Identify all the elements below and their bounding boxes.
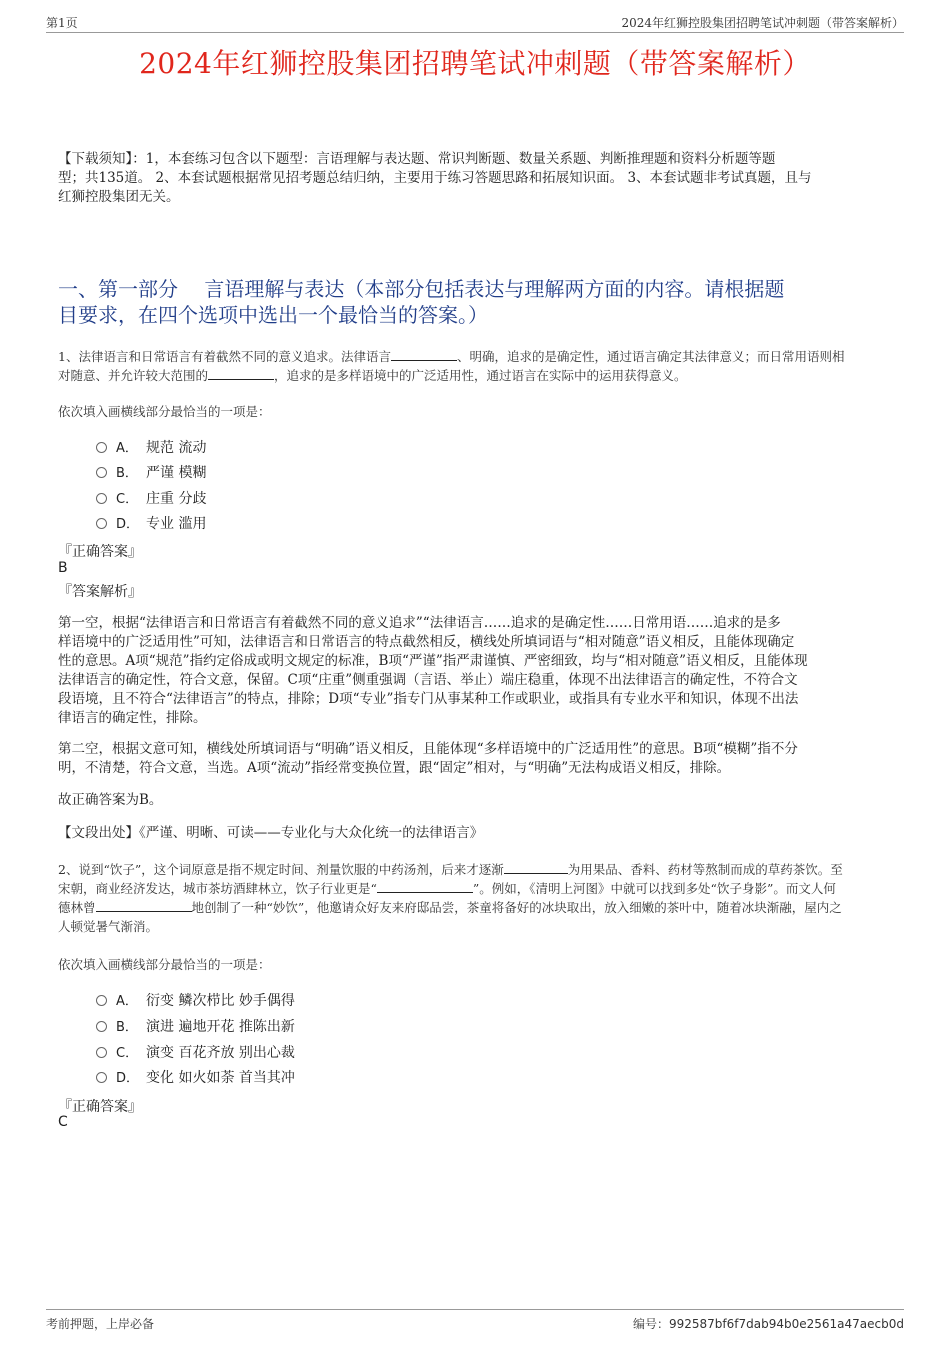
option-text: 衍变 鳞次栉比 妙手偶得: [146, 993, 295, 1009]
q2-stem-text: 德林曾: [58, 900, 96, 915]
q1-answer: B: [58, 560, 68, 576]
download-notice: [58, 150, 898, 207]
explanation-line: 明，不清楚，符合文意，当选。A项“流动”指经常变换位置，跟“固定”相对，与“明确”无法构成语义相反，排除。: [58, 760, 731, 776]
q1-option-d[interactable]: [96, 513, 206, 533]
page-footer: [46, 1309, 904, 1330]
radio-icon[interactable]: [96, 1047, 107, 1058]
explanation-line: 性的意思。A项“规范”指约定俗成或明文规定的标准，B项“严谨”指严肃谨慎、严密细致，均与“相对随意”语义相反，且能体现: [58, 653, 808, 669]
header-doc-title: 2024年红狮控股集团招聘笔试冲刺题（带答案解析）: [621, 16, 904, 30]
q2-option-d[interactable]: [96, 1067, 295, 1087]
footer-slogan: 考前押题，上岸必备: [46, 1317, 155, 1331]
q2-option-b[interactable]: [96, 1016, 295, 1036]
q1-stem: [58, 347, 898, 385]
notice-line: 型；共135道。 2、本套试题根据常见招考题总结归纳，主要用于练习答题思路和拓展知识面。 3、本套试题非考试真题，且与: [58, 170, 812, 186]
option-text: 演进 遍地开花 推陈出新: [146, 1019, 295, 1035]
explanation-line: 律语言的确定性，排除。: [58, 710, 207, 726]
radio-icon[interactable]: [96, 1072, 107, 1083]
option-letter: A．: [116, 441, 138, 456]
q1-conclusion: 故正确答案为B。: [58, 792, 163, 808]
blank: [504, 861, 568, 874]
q1-option-c[interactable]: [96, 488, 206, 508]
q1-explanation-1: [58, 614, 896, 728]
q2-stem-text: 宋朝，商业经济发达，城市茶坊酒肆林立，饮子行业更是“: [58, 881, 377, 896]
document-title: 2024年红狮控股集团招聘笔试冲刺题（带答案解析）: [139, 47, 811, 80]
q1-stem-text: ，追求的是多样语境中的广泛适用性，通过语言在实际中的运用获得意义。: [274, 368, 687, 383]
radio-icon[interactable]: [96, 467, 107, 478]
section-heading-line: 目要求，在四个选项中选出一个最恰当的答案。）: [58, 303, 488, 327]
q2-stem-text: 地创制了一种“妙饮”，他邀请众好友来府邸品尝，茶童将备好的冰块取出，放入细嫩的茶叶中，随着冰块渐融，屋内之: [191, 900, 842, 915]
q2-answer: C: [58, 1114, 68, 1130]
option-letter: D．: [116, 517, 140, 532]
q2-stem-text: ”。例如，《清明上河图》中就可以找到多处“饮子身影”。而文人何: [472, 881, 836, 896]
q1-answer-label: 『正确答案』: [58, 544, 142, 560]
option-letter: B．: [116, 1020, 138, 1035]
option-letter: B．: [116, 466, 138, 481]
notice-line: 【下载须知】：1，本套练习包含以下题型：言语理解与表达题、常识判断题、数量关系题、判断推理题和资料分析题等题: [58, 151, 776, 167]
option-letter: A．: [116, 994, 138, 1009]
radio-icon[interactable]: [96, 442, 107, 453]
q1-stem-text: 、明确，追求的是确定性，通过语言确定其法律意义；而日常用语则相: [456, 349, 845, 364]
blank: [96, 899, 192, 912]
option-text: 规范 流动: [146, 440, 207, 456]
radio-icon[interactable]: [96, 995, 107, 1006]
option-text: 变化 如火如荼 首当其冲: [146, 1070, 295, 1086]
q1-option-a[interactable]: [96, 437, 206, 457]
q2-stem-text: 2、说到“饮子”，这个词原意是指不规定时间、剂量饮服的中药汤剂，后来才逐渐: [58, 862, 504, 877]
code-value: 992587bf6f7dab94b0e2561a47aecb0d: [668, 1317, 904, 1331]
page-number: 第1页: [46, 16, 78, 30]
option-letter: C．: [116, 492, 139, 507]
option-letter: D．: [116, 1071, 140, 1086]
page-header: [46, 14, 904, 33]
footer-code: [633, 1315, 904, 1332]
explanation-line: 第二空，根据文意可知，横线处所填词语与“明确”语义相反，且能体现“多样语境中的广泛适用性”的意思。B项“模糊”指不分: [58, 741, 798, 757]
q2-stem-text: 为用果品、香料、药材等熬制而成的草药茶饮。至: [567, 862, 843, 877]
explanation-line: 法律语言的确定性，符合文意，保留。C项“庄重”侧重强调（言语、举止）端庄稳重，体现不出法律语言的确定性，不符合文: [58, 672, 798, 688]
option-text: 演变 百花齐放 别出心裁: [146, 1045, 295, 1061]
q2-option-c[interactable]: [96, 1042, 295, 1062]
option-text: 严谨 模糊: [146, 465, 207, 481]
q1-stem-text: 1、法律语言和日常语言有着截然不同的意义追求。法律语言: [58, 349, 391, 364]
explanation-line: 样语境中的广泛适用性”可知，法律语言和日常语言的特点截然相反，横线处所填词语与“相对随意”语义相反，且能体现确定: [58, 634, 795, 650]
explanation-line: 第一空，根据“法律语言和日常语言有着截然不同的意义追求”“法律语言……追求的是确定性……日常用语……追求的是多: [58, 615, 781, 631]
section-heading: [58, 276, 898, 328]
q1-source: 【文段出处】《严谨、明晰、可读——专业化与大众化统一的法律语言》: [58, 825, 484, 841]
q1-analysis-label: 『答案解析』: [58, 584, 142, 600]
blank: [377, 880, 473, 893]
explanation-line: 段语境，且不符合“法律语言”的特点，排除；D项“专业”指专门从事某种工作或职业，或指具有专业水平和知识，体现不出法: [58, 691, 799, 707]
q1-stem-text: 对随意、并允许较大范围的: [58, 368, 209, 383]
q1-hint: 依次填入画横线部分最恰当的一项是：: [58, 404, 271, 419]
q2-stem: [58, 860, 898, 936]
q2-hint: 依次填入画横线部分最恰当的一项是：: [58, 957, 271, 972]
radio-icon[interactable]: [96, 1021, 107, 1032]
option-text: 庄重 分歧: [146, 491, 207, 507]
option-text: 专业 滥用: [146, 516, 207, 532]
code-label: 编号：: [632, 1317, 669, 1331]
notice-line: 红狮控股集团无关。: [58, 189, 180, 205]
blank: [208, 367, 274, 380]
option-letter: C．: [116, 1046, 139, 1061]
blank: [391, 348, 457, 361]
radio-icon[interactable]: [96, 493, 107, 504]
q2-stem-text: 人顿觉暑气渐消。: [58, 919, 159, 934]
section-heading-line: 一、第一部分 言语理解与表达（本部分包括表达与理解两方面的内容。请根据题: [58, 277, 785, 301]
radio-icon[interactable]: [96, 518, 107, 529]
q2-option-a[interactable]: [96, 990, 295, 1010]
q1-option-b[interactable]: [96, 462, 206, 482]
q2-answer-label: 『正确答案』: [58, 1099, 142, 1115]
q1-explanation-2: [58, 740, 896, 778]
